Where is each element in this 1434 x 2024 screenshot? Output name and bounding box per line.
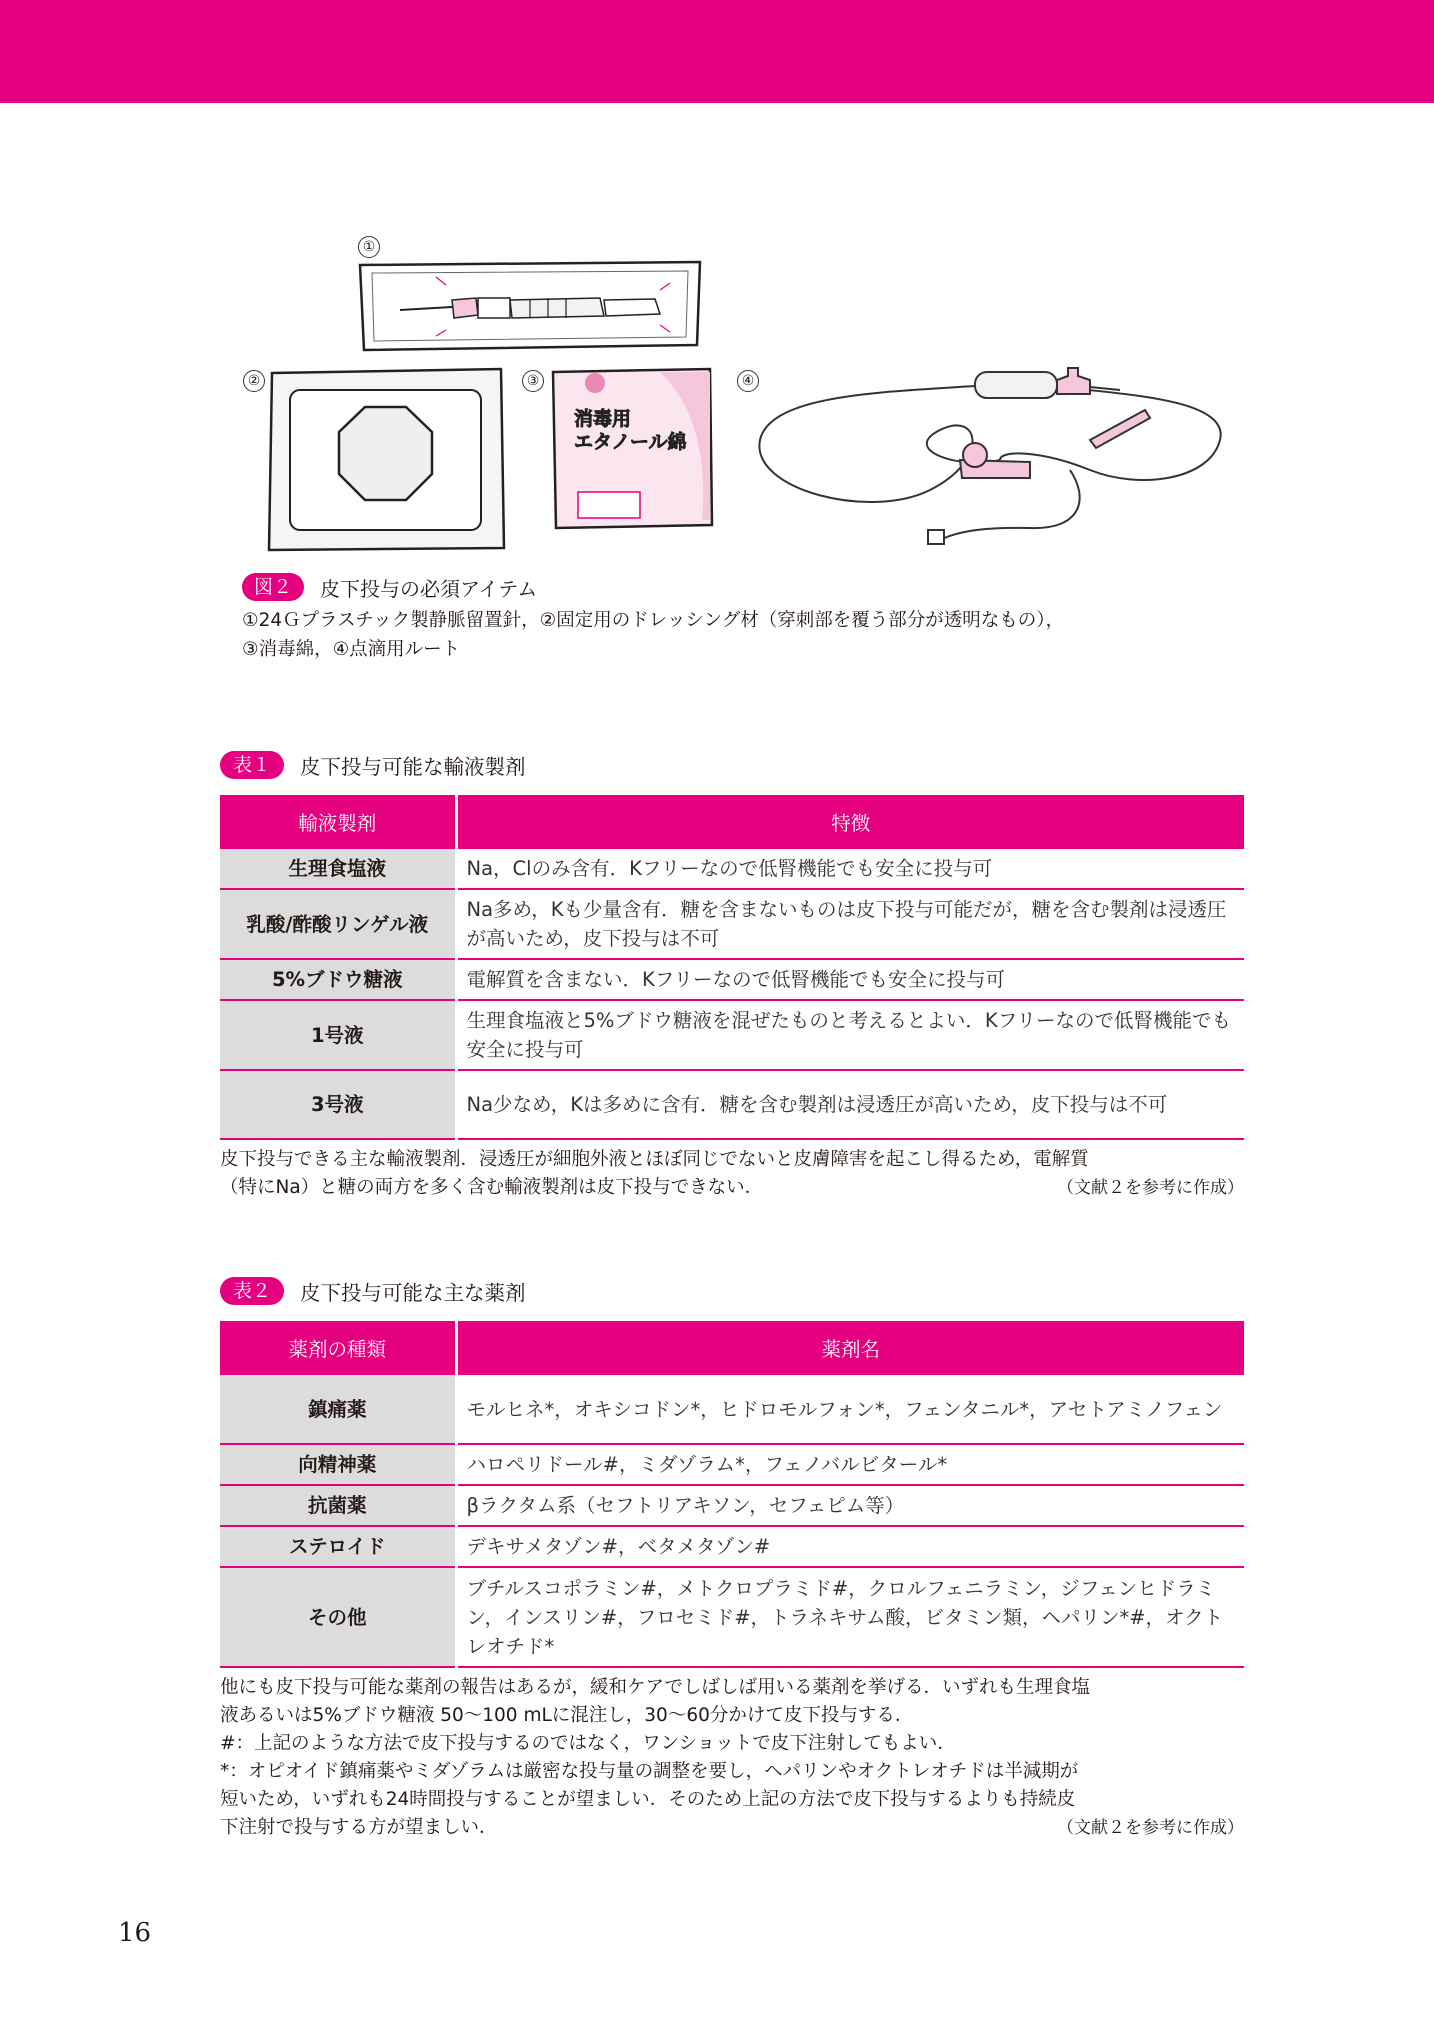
figure-number-3: ③ [522, 370, 544, 392]
note-line: 他にも皮下投与可能な薬剤の報告はあるが，緩和ケアでしばしば用いる薬剤を挙げる．いずれも生理食塩 [220, 1677, 1091, 1698]
table-row [220, 1444, 1244, 1485]
note-line: 皮下投与できる主な輸液製剤．浸透圧が細胞外液とほぼ同じでないと皮膚障害を起こし得るため，電解質 [220, 1149, 1089, 1170]
row-label: 1号液 [220, 1000, 456, 1070]
table-title: 皮下投与可能な輸液製剤 [300, 755, 526, 779]
row-description: ハロペリドール#，ミダゾラム*，フェノバルビタール* [456, 1444, 1244, 1485]
row-label: 抗菌薬 [220, 1485, 456, 1526]
figure-description-line: ③消毒綿，④点滴用ルート [242, 639, 461, 660]
dressing-illustration [269, 369, 504, 550]
note-line: 下注射で投与する方が望ましい． [220, 1817, 498, 1838]
column-header: 特徴 [456, 795, 1244, 849]
row-description: βラクタム系（セフトリアキソン，セフェピム等） [456, 1485, 1244, 1526]
table-note [220, 1146, 1244, 1202]
row-description: デキサメタゾン#，ベタメタゾン# [456, 1526, 1244, 1567]
row-label: 5%ブドウ糖液 [220, 959, 456, 1000]
figure-2 [0, 0, 1434, 560]
table-badge: 表２ [220, 1277, 284, 1305]
row-label: 生理食塩液 [220, 849, 456, 889]
figure-badge: 図２ [242, 573, 304, 601]
table-row [220, 1070, 1244, 1139]
row-label: 3号液 [220, 1070, 456, 1139]
packet-label-line1: 消毒用 [574, 408, 632, 430]
figure-illustration [0, 0, 1434, 560]
row-description: Na，Clのみ含有．Kフリーなので低腎機能でも安全に投与可 [456, 849, 1244, 889]
table-title: 皮下投与可能な主な薬剤 [300, 1281, 526, 1305]
table-1-block [220, 749, 1244, 1202]
infusion-line-illustration [759, 368, 1220, 544]
figure-title: 皮下投与の必須アイテム [320, 576, 538, 601]
source-citation: （文献２を参考に作成） [1057, 1818, 1244, 1838]
row-label: 乳酸/酢酸リンゲル液 [220, 889, 456, 959]
note-line: 液あるいは5%ブドウ糖液 50〜100 mLに混注し，30〜60分かけて皮下投与する． [220, 1705, 914, 1726]
row-label: 鎮痛薬 [220, 1375, 456, 1444]
column-header: 薬剤の種類 [220, 1321, 456, 1375]
table-badge: 表１ [220, 751, 284, 779]
row-description: 電解質を含まない．Kフリーなので低腎機能でも安全に投与可 [456, 959, 1244, 1000]
figure-description-line: ①24Ｇプラスチック製静脈留置針，②固定用のドレッシング材（穿刺部を覆う部分が透明なもの）， [242, 610, 1064, 631]
figure-number-1: ① [358, 236, 380, 258]
packet-label-line2: エタノール綿 [574, 431, 687, 453]
alcohol-swab-illustration [553, 369, 712, 528]
row-label: 向精神薬 [220, 1444, 456, 1485]
note-line: （特にNa）と糖の両方を多く含む輸液製剤は皮下投与できない． [220, 1177, 764, 1198]
table-row [220, 959, 1244, 1000]
note-line: 短いため，いずれも24時間投与することが望ましい．そのため上記の方法で皮下投与するよりも持続皮 [220, 1789, 1076, 1810]
page-number: 16 [118, 1918, 152, 1948]
table-row [220, 1485, 1244, 1526]
table-row [220, 1375, 1244, 1444]
row-description: ブチルスコポラミン#，メトクロプラミド#，クロルフェニラミン，ジフェンヒドラミン，インスリン#，フロセミド#，トラネキサム酸，ビタミン類，ヘパリン*#，オクトレオチド* [456, 1567, 1244, 1667]
source-citation: （文献２を参考に作成） [1057, 1178, 1244, 1198]
row-description: モルヒネ*，オキシコドン*，ヒドロモルフォン*，フェンタニル*，アセトアミノフェン [456, 1375, 1244, 1444]
figure-caption [242, 572, 1262, 664]
row-description: 生理食塩液と5%ブドウ糖液を混ぜたものと考えるとよい．Kフリーなので低腎機能でも安全に投与可 [456, 1000, 1244, 1070]
figure-description [242, 606, 1262, 664]
table-row [220, 889, 1244, 959]
table-row [220, 1000, 1244, 1070]
table-row [220, 1526, 1244, 1567]
row-label: ステロイド [220, 1526, 456, 1567]
infusion-table [220, 795, 1244, 1140]
row-label: その他 [220, 1567, 456, 1667]
table-row [220, 849, 1244, 889]
catheter-package-illustration [360, 262, 700, 350]
figure-number-2: ② [243, 370, 265, 392]
table-row [220, 1567, 1244, 1667]
table-note [220, 1674, 1244, 1842]
row-description: Na少なめ，Kは多めに含有．糖を含む製剤は浸透圧が高いため，皮下投与は不可 [456, 1070, 1244, 1139]
row-description: Na多め，Kも少量含有．糖を含まないものは皮下投与可能だが，糖を含む製剤は浸透圧が高いため，皮下投与は不可 [456, 889, 1244, 959]
note-line: #：上記のような方法で皮下投与するのではなく，ワンショットで皮下注射してもよい． [220, 1733, 956, 1754]
column-header: 輸液製剤 [220, 795, 456, 849]
note-line: *：オピオイド鎮痛薬やミダゾラムは厳密な投与量の調整を要し，ヘパリンやオクトレオチドは半減期が [220, 1761, 1079, 1782]
figure-number-4: ④ [737, 370, 759, 392]
drug-table [220, 1321, 1244, 1668]
table-2-block [220, 1275, 1244, 1842]
column-header: 薬剤名 [456, 1321, 1244, 1375]
